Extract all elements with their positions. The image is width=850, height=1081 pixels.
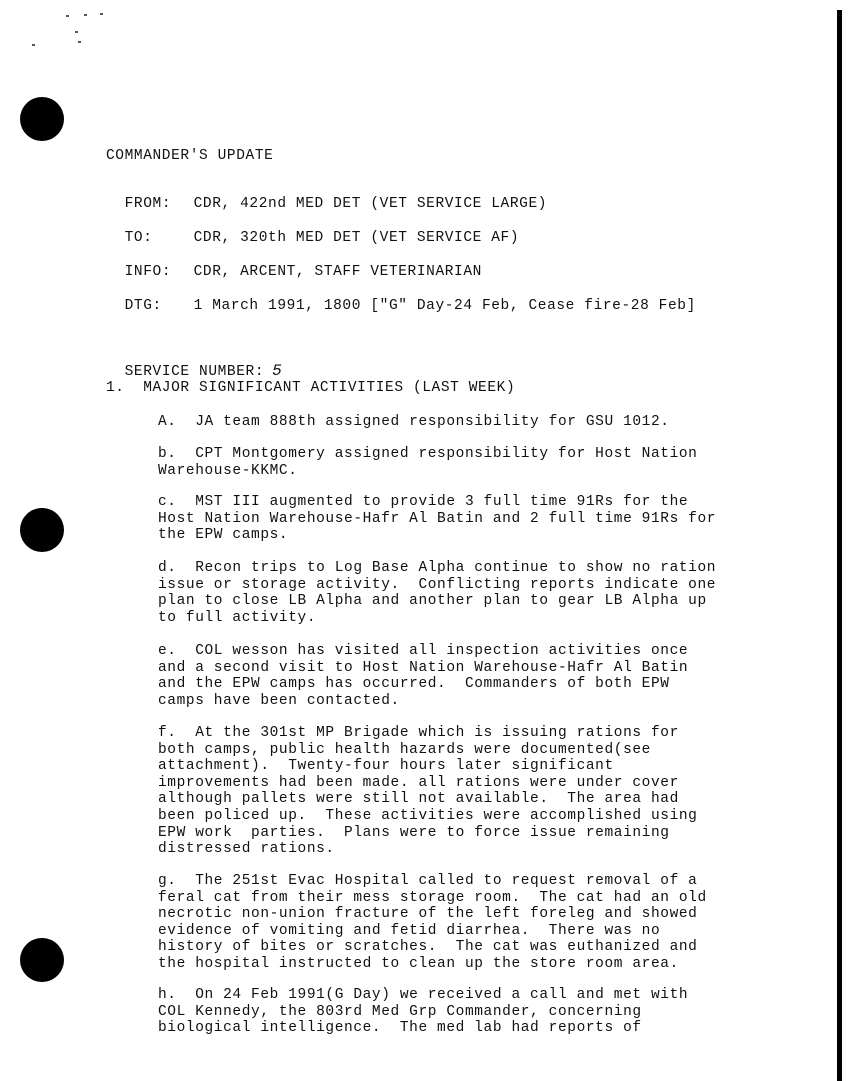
item-line: COL Kennedy, the 803rd Med Grp Commander, concerning	[158, 1003, 642, 1020]
info-line	[106, 248, 482, 280]
from-line	[106, 180, 547, 212]
item-line: f. At the 301st MP Brigade which is issuing rations for	[158, 725, 679, 741]
item-line: Host Nation Warehouse-Hafr Al Batin and 2 full time 91Rs for	[158, 510, 717, 527]
item-line: the hospital instructed to clean up the store room area.	[158, 955, 679, 972]
item-line: b. CPT Montgomery assigned responsibility for Host Nation	[158, 446, 698, 462]
to-line	[106, 214, 519, 246]
service-number-handwritten: 5	[272, 362, 283, 380]
item-line: c. MST III augmented to provide 3 full time 91Rs for the	[158, 494, 689, 510]
item-line: e. COL wesson has visited all inspection activities once	[158, 643, 689, 659]
binder-hole-bottom	[20, 938, 64, 982]
dtg-line	[106, 282, 696, 314]
activity-item-g	[158, 873, 768, 973]
item-line: issue or storage activity. Conflicting reports indicate one	[158, 576, 717, 593]
binder-hole-middle	[20, 508, 64, 552]
to-label: TO:	[124, 230, 153, 246]
to-value: CDR, 320th MED DET (VET SERVICE AF)	[193, 230, 520, 246]
service-number-line	[106, 346, 282, 380]
item-line: distressed rations.	[158, 841, 335, 858]
item-line: feral cat from their mess storage room. The cat had an old	[158, 889, 707, 906]
item-line: h. On 24 Feb 1991(G Day) we received a call and met with	[158, 987, 689, 1003]
item-line: and a second visit to Host Nation Warehouse-Hafr Al Batin	[158, 659, 689, 676]
activity-item-f	[158, 725, 768, 858]
item-line: g. The 251st Evac Hospital called to request removal of a	[158, 873, 698, 889]
scan-speck	[66, 15, 69, 17]
dtg-label: DTG:	[124, 298, 162, 314]
dtg-value: 1 March 1991, 1800 ["G" Day-24 Feb, Cease fire-28 Feb]	[193, 298, 696, 314]
memo-title: COMMANDER'S UPDATE	[106, 148, 274, 164]
item-line: camps have been contacted.	[158, 692, 400, 709]
item-line: to full activity.	[158, 609, 317, 626]
activity-item-d	[158, 560, 768, 626]
info-label: INFO:	[124, 264, 172, 280]
scan-speck	[32, 44, 35, 46]
item-line: history of bites or scratches. The cat was euthanized and	[158, 939, 698, 956]
scan-edge-shadow	[837, 10, 842, 1081]
activity-item-c	[158, 494, 768, 544]
scan-speck	[78, 41, 81, 43]
item-line: improvements had been made. all rations were under cover	[158, 774, 679, 791]
scan-speck	[100, 13, 103, 15]
from-value: CDR, 422nd MED DET (VET SERVICE LARGE)	[193, 196, 548, 212]
item-line: attachment). Twenty-four hours later significant	[158, 758, 614, 775]
service-number-label: SERVICE NUMBER:	[124, 364, 265, 380]
item-line: plan to close LB Alpha and another plan to gear LB Alpha up	[158, 593, 707, 610]
activity-item-h	[158, 987, 768, 1037]
scan-speck	[84, 14, 87, 16]
activity-item-e	[158, 643, 768, 709]
item-line: A. JA team 888th assigned responsibility for GSU 1012.	[158, 414, 670, 430]
section-1-heading: 1. MAJOR SIGNIFICANT ACTIVITIES (LAST WEEK)	[106, 380, 516, 396]
item-line: biological intelligence. The med lab had reports of	[158, 1020, 642, 1037]
scan-speck	[75, 31, 78, 33]
binder-hole-top	[20, 97, 64, 141]
item-line: and the EPW camps has occurred. Commanders of both EPW	[158, 676, 670, 693]
item-line: although pallets were still not available. The area had	[158, 791, 679, 808]
item-line: EPW work parties. Plans were to force issue remaining	[158, 824, 670, 841]
item-line: Warehouse-KKMC.	[158, 462, 298, 479]
activity-item-a	[158, 414, 768, 431]
item-line: necrotic non-union fracture of the left foreleg and showed	[158, 906, 698, 923]
item-line: evidence of vomiting and fetid diarrhea. There was no	[158, 922, 661, 939]
item-line: the EPW camps.	[158, 527, 289, 544]
from-label: FROM:	[124, 196, 172, 212]
item-line: both camps, public health hazards were documented(see	[158, 741, 651, 758]
activity-item-b	[158, 446, 768, 479]
item-line: d. Recon trips to Log Base Alpha continue to show no ration	[158, 560, 717, 576]
info-value: CDR, ARCENT, STAFF VETERINARIAN	[193, 264, 482, 280]
item-line: been policed up. These activities were accomplished using	[158, 807, 698, 824]
